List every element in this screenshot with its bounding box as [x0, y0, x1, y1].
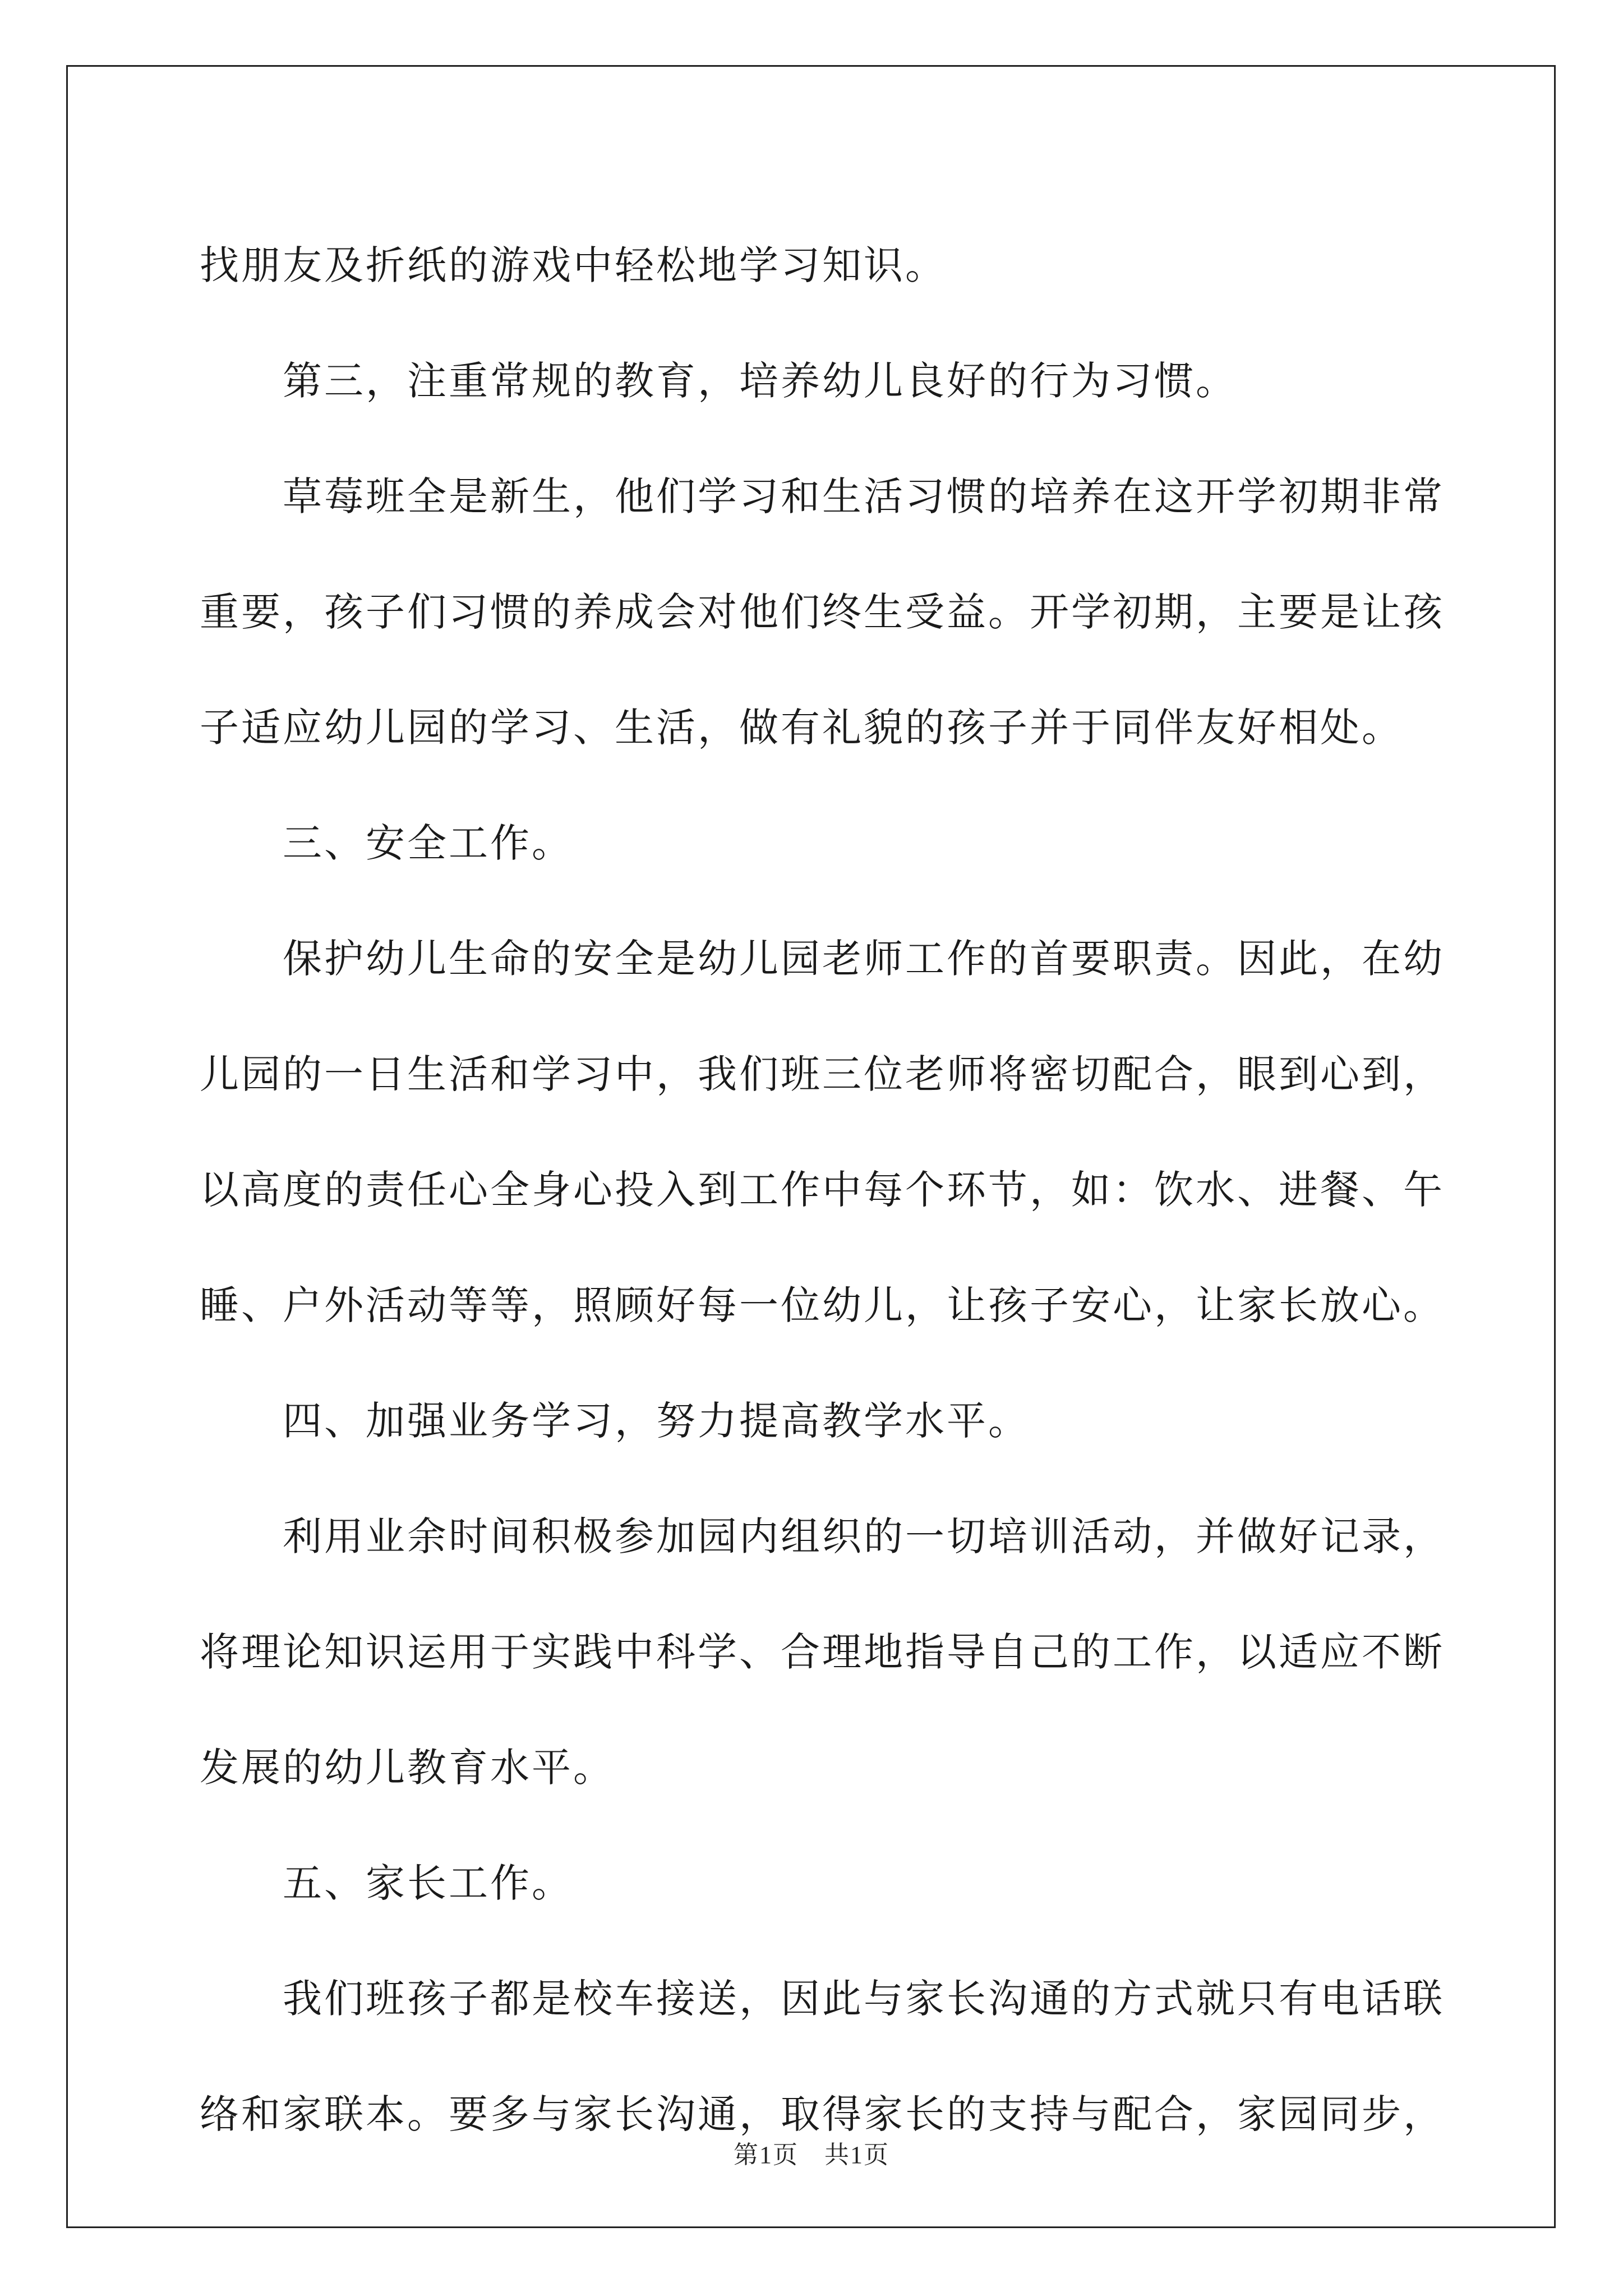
text-line-14: 发展的幼儿教育水平。 [200, 1745, 615, 1791]
section-heading-safety: 三、安全工作。 [283, 820, 573, 866]
text-line-9: 以高度的责任心全身心投入到工作中每个环节，如：饮水、进餐、午 [200, 1167, 1445, 1213]
text-line-13: 将理论知识运用于实践中科学、合理地指导自己的工作，以适应不断 [200, 1629, 1445, 1675]
section-heading-parents: 五、家长工作。 [283, 1860, 573, 1906]
text-line-4: 重要，孩子们习惯的养成会对他们终生受益。开学初期，主要是让孩 [200, 589, 1445, 635]
section-heading-study: 四、加强业务学习，努力提高教学水平。 [283, 1398, 1030, 1444]
text-line-3: 草莓班全是新生，他们学习和生活习惯的培养在这开学初期非常 [283, 473, 1445, 519]
text-line-16: 我们班孩子都是校车接送，因此与家长沟通的方式就只有电话联 [283, 1976, 1445, 2022]
text-line-12: 利用业余时间积极参加园内组织的一切培训活动，并做好记录， [283, 1513, 1445, 1559]
text-line-5: 子适应幼儿园的学习、生活，做有礼貌的孩子并于同伴友好相处。 [200, 705, 1403, 751]
text-line-1: 找朋友及折纸的游戏中轻松地学习知识。 [200, 242, 947, 288]
text-line-2: 第三，注重常规的教育，培养幼儿良好的行为习惯。 [283, 358, 1237, 404]
text-line-17: 络和家联本。要多与家长沟通，取得家长的支持与配合，家园同步， [200, 2091, 1445, 2137]
text-line-10: 睡、户外活动等等，照顾好每一位幼儿，让孩子安心，让家长放心。 [200, 1282, 1445, 1328]
text-block [200, 208, 1445, 2172]
document-body [200, 208, 1445, 2172]
text-line-8: 儿园的一日生活和学习中，我们班三位老师将密切配合，眼到心到， [200, 1051, 1445, 1097]
text-line-7: 保护幼儿生命的安全是幼儿园老师工作的首要职责。因此，在幼 [283, 936, 1445, 982]
page-number-footer: 第1页 共1页 [734, 2141, 889, 2169]
